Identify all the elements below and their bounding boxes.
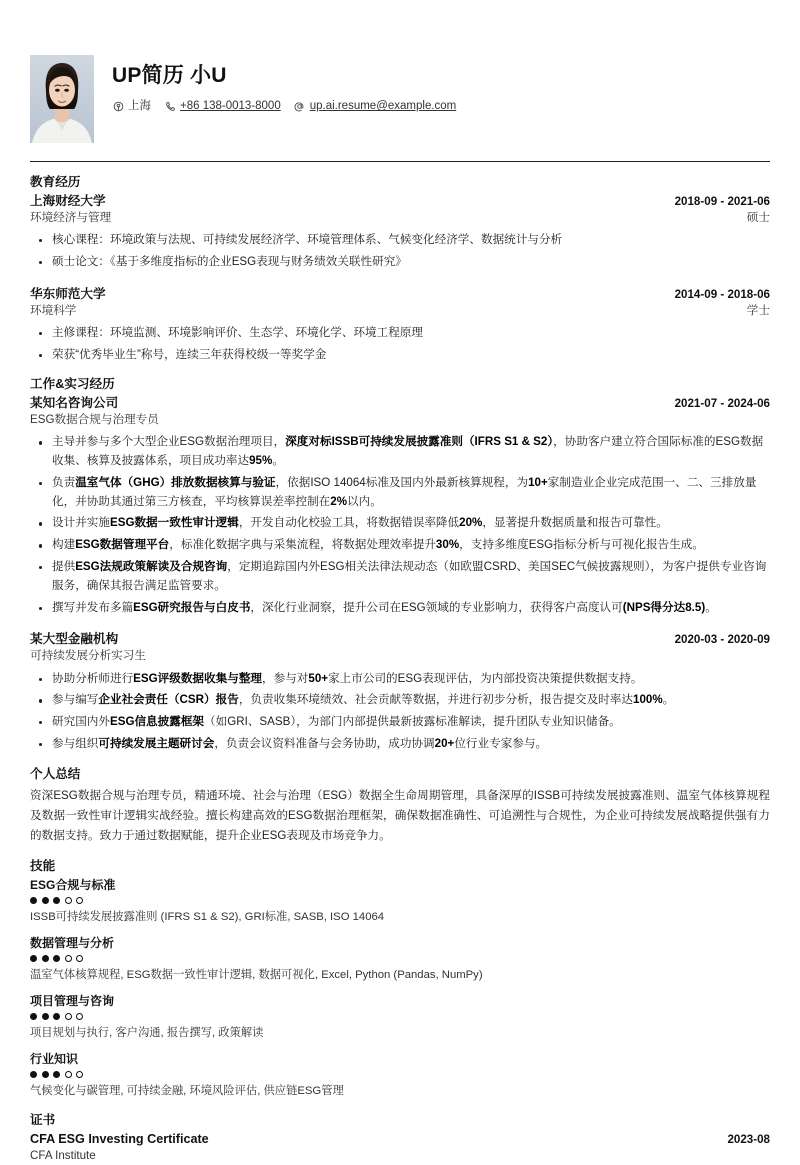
bullet-text: ，负责收集环境绩效、社会贡献等数据，并进行初步分析，报告提交及时率达 [238,693,634,707]
at-sign-icon [294,101,306,113]
skill-dot-empty[interactable] [76,1013,83,1020]
bullet-text: ，定期追踪国内外ESG相关法律法规动态（如欧盟CSRD、美国SEC气候披露规则），为客户提供专业咨询服务，确保其报告满足监管要求。 [52,559,767,592]
experience-company: 某知名咨询公司 [30,396,119,411]
bullet-text: 设计并实施 [52,516,110,530]
bullet-emphasis: ESG数据一致性审计逻辑 [109,516,239,530]
skill-dot-filled[interactable] [42,955,49,962]
avatar [30,55,94,143]
contact-phone[interactable] [164,99,281,114]
summary-text: 资深ESG数据合规与治理专员，精通环境、社会与治理（ESG）数据全生命周期管理，具备深厚的ISSB可持续发展披露准则、温室气体核算规程及数据一致性审计逻辑实战经验。擅长构建高效的ESG数据治理框架，确保数据准确性、可追溯性与合规性，为企业可持续发展战略提供强有力的数据支持。致力于通过数据赋能，提升企业ESG表现及市场竞争力。 [30,789,770,843]
bullet-emphasis: 95% [249,454,273,468]
bullet-text: 主修课程：环境监测、环境影响评价、生态学、环境化学、环境工程原理 [52,325,424,339]
bullet-emphasis: 企业社会责任（CSR）报告 [98,693,239,707]
skill-description: 气候变化与碳管理, 可持续金融, 环境风险评估, 供应链ESG管理 [30,1085,344,1098]
section-skills [30,859,770,1100]
bullet-item [30,558,770,596]
bullet-list [30,670,770,754]
education-school: 华东师范大学 [30,286,106,301]
bullet-emphasis: ESG信息披露框架 [109,715,205,729]
bullet-emphasis: ESG评级数据收集与整理 [133,671,263,685]
bullet-text: ，参与对 [262,671,309,685]
experience-role: 可持续发展分析实习生 [30,649,146,663]
contact-email[interactable] [294,99,457,114]
bullet-text: ，协助客户建立符合国际标准的ESG数据收集、核算及披露体系，项目成功率达 [52,435,764,468]
bullet-text: ，标准化数据字典与采集流程，将数据处理效率提升 [169,538,436,552]
bullet-text: 研究国内外 [52,715,110,729]
experience-date: 2021-07 - 2024-06 [674,397,770,411]
skill-level-dots[interactable] [30,1013,770,1020]
bullet-text: 提供 [52,559,76,573]
entry-line [30,631,770,648]
bullet-item [30,433,770,471]
skill-dot-filled[interactable] [53,1013,60,1020]
header-divider [30,161,770,162]
skill-dot-empty[interactable] [65,1071,72,1078]
certificate-entries [30,1131,770,1165]
bullet-text: 家上市公司的ESG表现评估，为内部投资决策提供数据支持。 [328,671,643,685]
bullet-text: 位行业专家参与。 [454,736,548,750]
bullet-item [30,346,770,365]
skill-dot-empty[interactable] [65,955,72,962]
skill-dot-filled[interactable] [30,955,37,962]
entry-line [30,210,770,226]
bullet-emphasis: 20% [459,516,483,530]
experience-entries [30,395,770,754]
skill-dot-filled[interactable] [30,897,37,904]
certificate-name: CFA ESG Investing Certificate [30,1132,209,1147]
section-experience [30,377,770,753]
header-text-block [112,55,770,114]
bullet-emphasis: 2% [330,494,348,508]
skill-dot-filled[interactable] [42,897,49,904]
bullet-text: 协助分析师进行 [52,671,134,685]
skill-dot-filled[interactable] [53,955,60,962]
bullet-item [30,713,770,732]
bullet-text: 家制造业企业完成范围一、二、三排放量化，并协助其通过第三方核查，平均核算误差率控制在 [52,475,757,508]
bullet-list [30,231,770,272]
skill-dot-filled[interactable] [42,1071,49,1078]
section-certificates [30,1113,770,1165]
bullet-text: 。 [272,454,284,468]
skill-dot-empty[interactable] [65,1013,72,1020]
experience-company: 某大型金融机构 [30,632,119,647]
education-major: 环境科学 [30,303,77,317]
skill-dot-empty[interactable] [76,897,83,904]
bullet-item [30,324,770,343]
bullet-text: ，开发自动化校验工具，将数据错误率降低 [238,516,460,530]
skill-description: ISSB可持续发展披露准则 (IFRS S1 & S2), GRI标准, SASB, ISO 14064 [30,911,385,924]
bullet-item [30,514,770,533]
skill-dot-filled[interactable] [30,1013,37,1020]
certificate-issuer: CFA Institute [30,1149,96,1163]
bullet-emphasis: 深度对标ISSB可持续发展披露准则（IFRS S1 & S2） [285,435,554,449]
bullet-text: ，深化行业洞察，提升公司在ESG领域的专业影响力，获得客户高度认可 [250,600,623,614]
skill-item [30,935,770,984]
skill-dot-filled[interactable] [53,897,60,904]
page-title: UP简历 小U [112,64,227,87]
section-summary [30,767,770,847]
bullet-emphasis: 100% [633,693,663,707]
education-major: 环境经济与管理 [30,210,112,224]
bullet-text: 参与编写 [52,693,99,707]
bullet-item [30,253,770,272]
skill-level-dots[interactable] [30,955,770,962]
entry-line [30,395,770,412]
bullet-text: ，负责会议资料准备与会务协助，成功协调 [214,736,435,750]
bullet-text: 构建 [52,538,76,552]
experience-role: ESG数据合规与治理专员 [30,413,159,427]
education-date: 2018-09 - 2021-06 [674,194,770,208]
section-title-summary: 个人总结 [30,766,81,781]
bullet-emphasis: 30% [435,538,460,552]
section-title-skills: 技能 [30,859,56,874]
experience-entry [30,395,770,617]
bullet-text: ，显著提升数据质量和报告可靠性。 [482,516,668,530]
experience-entry [30,631,770,753]
bullet-text: 荣获“优秀毕业生”称号，连续三年获得校级一等奖学金 [52,347,327,361]
skill-dot-empty[interactable] [76,955,83,962]
contact-phone-text[interactable]: +86 138-0013-8000 [180,100,281,113]
certificate-date: 2023-08 [727,1133,770,1147]
bullet-text: 硕士论文：《基于多维度指标的企业ESG表现与财务绩效关联性研究》 [52,254,407,268]
skill-dot-filled[interactable] [42,1013,49,1020]
resume-header [30,55,770,143]
skill-dot-empty[interactable] [76,1071,83,1078]
bullet-text: 。 [705,600,717,614]
skill-name: 行业知识 [30,1052,79,1067]
contact-row [112,99,770,114]
skill-description: 项目规划与执行, 客户沟通, 报告撰写, 政策解读 [30,1027,264,1040]
skill-item [30,877,770,926]
bullet-text: 主导并参与多个大型企业ESG数据治理项目， [52,435,286,449]
bullet-item [30,599,770,618]
skill-description: 温室气体核算规程, ESG数据一致性审计逻辑, 数据可视化, Excel, Python (Pandas, NumPy) [30,969,483,982]
bullet-text: 参与组织 [52,736,99,750]
entry-line [30,303,770,319]
bullet-list [30,433,770,617]
bullet-text: 以内。 [347,494,382,508]
bullet-emphasis: ESG研究报告与白皮书 [133,600,251,614]
bullet-item [30,231,770,250]
skill-level-dots[interactable] [30,1071,770,1078]
phone-icon [164,101,176,113]
bullet-emphasis: ESG数据管理平台 [75,538,170,552]
skill-dot-empty[interactable] [65,897,72,904]
bullet-emphasis: (NPS得分达8.5) [622,600,706,614]
skill-name: 项目管理与咨询 [30,994,115,1009]
bullet-emphasis: 20+ [434,736,455,750]
skill-dot-filled[interactable] [30,1071,37,1078]
education-degree: 硕士 [746,210,770,224]
education-entries [30,193,770,365]
contact-location-text: 上海 [128,100,151,113]
bullet-item [30,691,770,710]
bullet-text: ，依据ISO 14064标准及国内外最新核算规程，为 [275,475,529,489]
skill-level-dots[interactable] [30,897,770,904]
bullet-text: 负责 [52,475,76,489]
bullet-item [30,670,770,689]
education-entry [30,286,770,365]
experience-date: 2020-03 - 2020-09 [674,633,770,647]
bullet-text: 核心课程：环境政策与法规、可持续发展经济学、环境管理体系、气候变化经济学、数据统计与分析 [52,232,563,246]
location-pin-icon [112,101,124,113]
education-degree: 学士 [746,303,770,317]
entry-line [30,286,770,303]
education-entry [30,193,770,272]
bullet-emphasis: 50+ [308,671,329,685]
section-title-certificates: 证书 [30,1113,56,1128]
bullet-item [30,735,770,754]
bullet-emphasis: ESG法规政策解读及合规咨询 [75,559,228,573]
bullet-text: ，支持多维度ESG指标分析与可视化报告生成。 [459,538,704,552]
entry-line [30,193,770,210]
contact-email-text[interactable]: up.ai.resume@example.com [309,100,457,113]
contact-location [112,99,151,114]
skill-item [30,1051,770,1100]
bullet-emphasis: 10+ [528,475,548,489]
skill-dot-filled[interactable] [53,1071,60,1078]
bullet-text: 撰写并发布多篇 [52,600,134,614]
bullet-text: （如GRI、SASB），为部门内部提供最新披露标准解读，提升团队专业知识储备。 [204,715,621,729]
skill-item [30,993,770,1042]
skill-name: 数据管理与分析 [30,936,115,951]
entry-line [30,1131,770,1148]
bullet-list [30,324,770,365]
skill-name: ESG合规与标准 [30,877,116,892]
section-title-education: 教育经历 [30,175,81,189]
bullet-item [30,474,770,512]
bullet-item [30,536,770,555]
education-school: 上海财经大学 [30,193,106,208]
bullet-emphasis: 可持续发展主题研讨会 [98,736,215,750]
certificate-entry [30,1131,770,1165]
section-title-experience: 工作&实习经历 [30,377,115,392]
bullet-text: 。 [662,693,675,707]
section-education [30,175,770,364]
education-date: 2014-09 - 2018-06 [674,287,770,301]
bullet-emphasis: 温室气体（GHG）排放数据核算与验证 [75,475,276,489]
skill-list [30,877,770,1101]
